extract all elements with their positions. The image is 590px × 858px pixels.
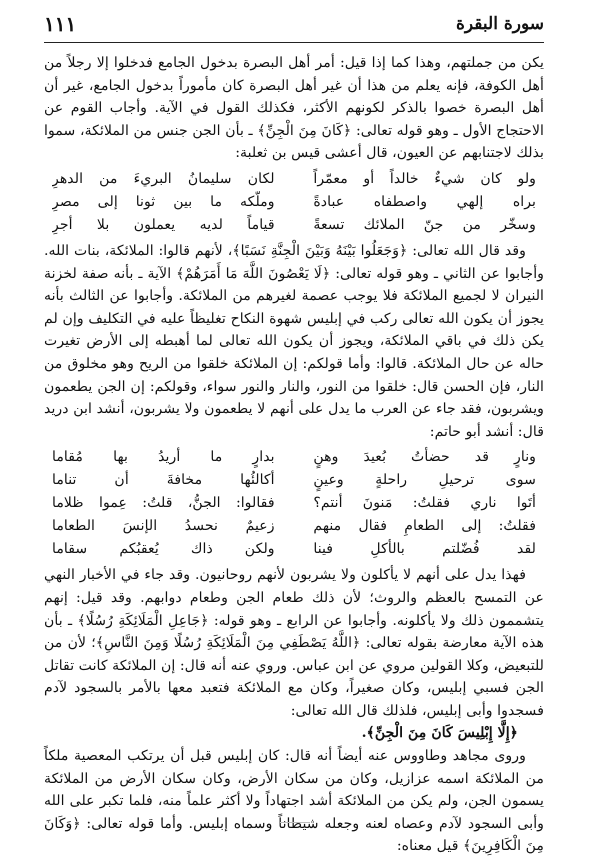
poem-verse [44, 214, 544, 237]
verse-first-half: أتَوا ناري فقلتُ: مَنونَ أنتم؟ [313, 495, 536, 512]
verse-second-half: لكان سليمانُ البريءَ من الدهرِ [52, 170, 275, 187]
paragraph-2: وقد قال الله تعالى: ﴿وَجَعَلُوا بَيْنَهُ وَبَيْنَ الْجِنَّةِ نَسَبًا﴾، لأنهم قالوا: الملائكة، بنات الله. وأجابوا عن الثاني ـ وهو قوله تعالى: ﴿لَا يَعْصُونَ اللَّهَ مَا أَمَرَهُمْ﴾ الآية ـ بأنه صفة لخزنة النيران لا لجميع الملائكة فلا يوجب عصمة لغيرهم من الملائكة. وأجابوا عن الثالث بأنه يجوز أن يكون الله تعالى ركب في إبليس شهوة النكاح تغليظاً عليه في التكليف وإن لم يكن ذلك في باقي الملائكة، ويجوز أن يكون الله تعالى لما أهبطه إلى الأرض تغيرت حاله عن حال الملائكة. قالوا: وأما قولكم: إن الملائكة خلقوا من الريح وهو مخلوق من النار، فإن الحسن قال: خلقوا من النور، والنار والنور سواء، وقولكم: إن الجن يطعمون ويشربون، فقد جاء عن العرب ما يدل على أنهم لا يطعمون ولا يشربون، أنشد ابن دريد قال: أنشد أبو حاتم: [44, 242, 544, 440]
poem-verse [44, 446, 544, 469]
verse-second-half: زعيمٌ نحسدُ الإنسَ الطعاما [52, 518, 275, 535]
verse-second-half: أكالئُها مخافةَ أن تناما [52, 472, 275, 489]
page-number: ١١١ [44, 12, 77, 36]
surah-title: سورة البقرة [456, 14, 544, 34]
verse-first-half: سوى ترحيلِ راحلةٍ وعينٍ [313, 472, 536, 489]
verse-second-half: وملّكه ما بين ثونا إلى مصرِ [52, 193, 275, 210]
header-divider [44, 42, 544, 43]
poem-verse [44, 538, 544, 561]
verse-first-half: وسخّر من جنّ الملائك تسعةً [313, 216, 536, 233]
poem-abu-hatim [44, 446, 544, 561]
verse-first-half: لقد فُضّلتم بالأكلِ فينا [313, 541, 536, 558]
page-footer-mark [280, 822, 310, 829]
verse-second-half: فقالوا: الجنُّ، قلتُ: عِموا ظلاما [52, 495, 275, 512]
poem-verse [44, 492, 544, 515]
page-body [44, 52, 544, 858]
poem-a-asha [44, 168, 544, 237]
verse-second-half: بدارٍ ما أريدُ بها مُقاما [52, 449, 275, 466]
page-header [44, 12, 544, 42]
quran-quote: ﴿إِلَّا إِبْلِيسَ كَانَ مِنَ الْجِنِّ﴾. [361, 725, 518, 742]
verse-second-half: قياماً لديه يعملون بلا أجرِ [52, 216, 275, 233]
poem-verse [44, 191, 544, 214]
verse-first-half: ونارٍ قد حضأتُ بُعيدَ وهنٍ [313, 449, 536, 466]
paragraph-3: فهذا يدل على أنهم لا يأكلون ولا يشربون لأنهم روحانيون. وقد جاء في الأخبار النهي عن التمسح بالعظم والروث؛ لأن ذلك طعام الجن وطعام دوابهم. وقد قيل: إنهم يتشممون ذلك ولا يأكلونه. وأجابوا عن الرابع ـ وهو قوله: ﴿جَاعِلِ الْمَلَائِكَةِ رُسُلًا﴾ ـ بأن هذه الآية معارضة بقوله تعالى: ﴿اللَّهُ يَصْطَفِي مِنَ الْمَلَائِكَةِ رُسُلًا وَمِنَ النَّاسِ﴾؛ لأن من للتبعيض، وكلا القولين مروي عن ابن عباس. وروي عنه أنه قال: إن الملائكة كانت تقاتل الجن فسبي إبليس، وكان صغيراً، وكان مع الملائكة فتعبد معها بالأمر بالسجود لآدم فسجدوا وأبى إبليس، فلذلك قال الله تعالى: [44, 567, 544, 719]
poem-verse [44, 515, 544, 538]
verse-first-half: ولو كان شيءٌ خالداً أو معمّراً [313, 170, 536, 187]
verse-first-half: فقلتُ: إلى الطعامِ فقال منهم [313, 518, 536, 535]
paragraph-1: يكن من جملتهم، وهذا كما إذا قيل: أمر أهل البصرة بدخول الجامع فدخلوا إلا رجلاً من أهل الكوفة، فإنه يعلم من هذا أن غير أهل البصرة كان مأموراً بدخول الجامع، غير أن أهل البصرة خصوا بالذكر لكونهم الأكثر، فكذلك القول في الآية. وأجاب القوم عن الاحتجاج الأول ـ وهو قوله تعالى: ﴿كَانَ مِنَ الْجِنِّ﴾ ـ بأن الجن جنس من الملائكة، سموا بذلك لاجتنابهم عن العيون، قال أعشى قيس بن ثعلبة: [44, 55, 544, 162]
verse-second-half: ولكن ذاك يُعقبُكم سقاما [52, 541, 275, 558]
paragraph-4: وروى مجاهد وطاووس عنه أيضاً أنه قال: كان إبليس قبل أن يرتكب المعصية ملكاً من الملائكة اسمه عزازيل، وكان من سكان الأرض، وكان سكان الأرض من الملائكة يسمون الجن، ولم يكن من الملائكة أشد اجتهاداً ولا أكثر علماً منه، فلما تكبر على الله وأبى السجود لآدم وعصاه لعنه وجعله شيطاناً وسماه إبليس. وأما قوله تعالى: ﴿وَكَانَ مِنَ الْكَافِرِينَ﴾ قيل معناه: [44, 748, 544, 855]
poem-verse [44, 469, 544, 492]
poem-verse [44, 168, 544, 191]
verse-first-half: براه إلهي واصطفاه عبادةً [313, 193, 536, 210]
